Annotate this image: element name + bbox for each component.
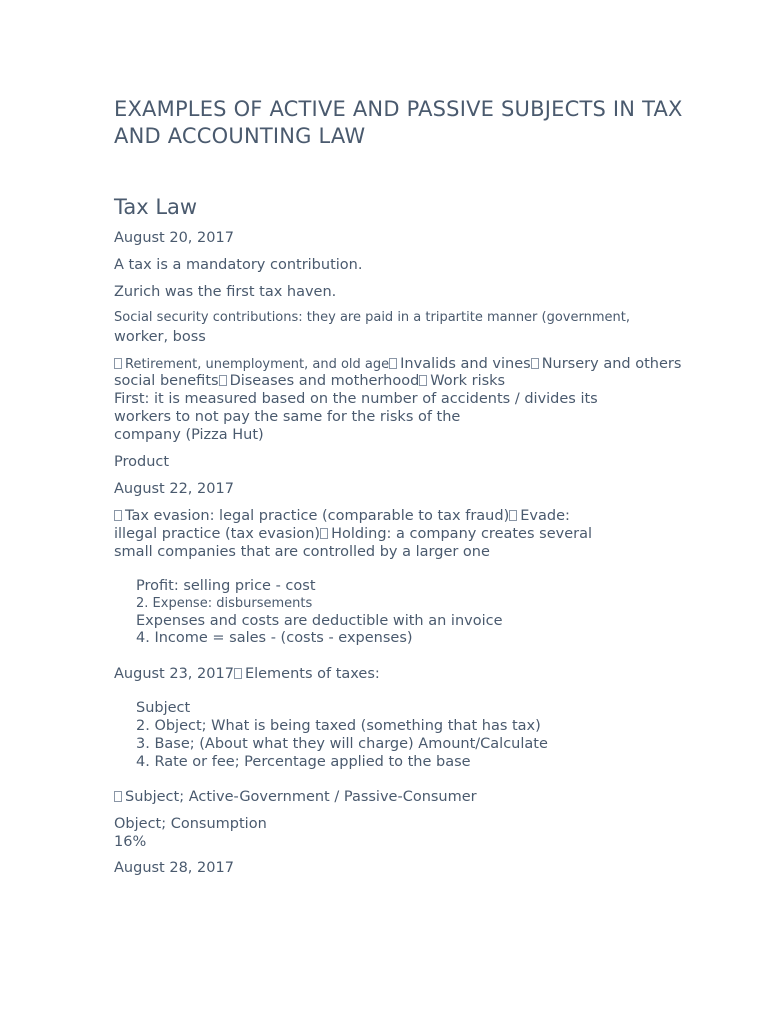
percent-line: 16% bbox=[114, 834, 147, 850]
bullet-box-icon bbox=[114, 510, 122, 521]
first-line-b: workers to not pay the same for the risks of the bbox=[114, 409, 461, 425]
document-title: EXAMPLES OF ACTIVE AND PASSIVE SUBJECTS IN TAX AND ACCOUNTING LAW bbox=[114, 97, 683, 148]
bullet-box-icon bbox=[419, 375, 427, 386]
bullet-box-icon bbox=[509, 510, 517, 521]
bullet-box-icon bbox=[234, 668, 242, 679]
bullet-box-icon bbox=[219, 375, 227, 386]
bullet-box-icon bbox=[320, 528, 328, 539]
evasion-line-b: illegal practice (tax evasion) Holding: a company creates several bbox=[114, 526, 592, 542]
list1-item: Expenses and costs are deductible with an invoice bbox=[136, 613, 503, 629]
list2-item: 3. Base; (About what they will charge) Amount/Calculate bbox=[136, 736, 548, 752]
list1-item: 2. Expense: disbursements bbox=[136, 596, 313, 611]
evasion-line-a: Tax evasion: legal practice (comparable to tax fraud) Evade: bbox=[114, 507, 620, 525]
bullet-box-icon bbox=[114, 791, 122, 802]
evasion-line-c: small companies that are controlled by a larger one bbox=[114, 544, 490, 560]
benefits-line-2: social benefits Diseases and motherhood Work risks bbox=[114, 373, 506, 389]
date-4: August 28, 2017 bbox=[114, 860, 234, 876]
bullet-box-icon bbox=[531, 358, 539, 369]
product-label: Product bbox=[114, 454, 170, 470]
list2-item: Subject bbox=[136, 700, 191, 716]
bullet-box-icon bbox=[114, 358, 122, 369]
object-line: Object; Consumption bbox=[114, 816, 267, 832]
date-3-line: August 23, 2017 Elements of taxes: bbox=[114, 666, 380, 682]
first-line-a: First: it is measured based on the number of accidents / divides its bbox=[114, 391, 598, 407]
date-2: August 22, 2017 bbox=[114, 481, 234, 497]
social-line-a: Social security contributions: they are paid in a tripartite manner (government, bbox=[114, 310, 630, 325]
bullet-box-icon bbox=[389, 358, 397, 369]
benefits-line-1: Retirement, unemployment, and old age Invalids and vines Nursery and others bbox=[114, 355, 690, 374]
subject-line: Subject; Active-Government / Passive-Consumer bbox=[114, 788, 477, 806]
list2-item: 2. Object; What is being taxed (something that has tax) bbox=[136, 718, 541, 734]
list2-item: 4. Rate or fee; Percentage applied to the base bbox=[136, 754, 471, 770]
date-1: August 20, 2017 bbox=[114, 230, 234, 246]
section-heading: Tax Law bbox=[114, 195, 198, 219]
line-mandatory: A tax is a mandatory contribution. bbox=[114, 257, 363, 273]
list1-item: 4. Income = sales - (costs - expenses) bbox=[136, 630, 413, 646]
first-line-c: company (Pizza Hut) bbox=[114, 427, 264, 443]
social-line-b: worker, boss bbox=[114, 329, 206, 345]
list1-item: Profit: selling price - cost bbox=[136, 578, 316, 594]
line-zurich: Zurich was the first tax haven. bbox=[114, 284, 337, 300]
